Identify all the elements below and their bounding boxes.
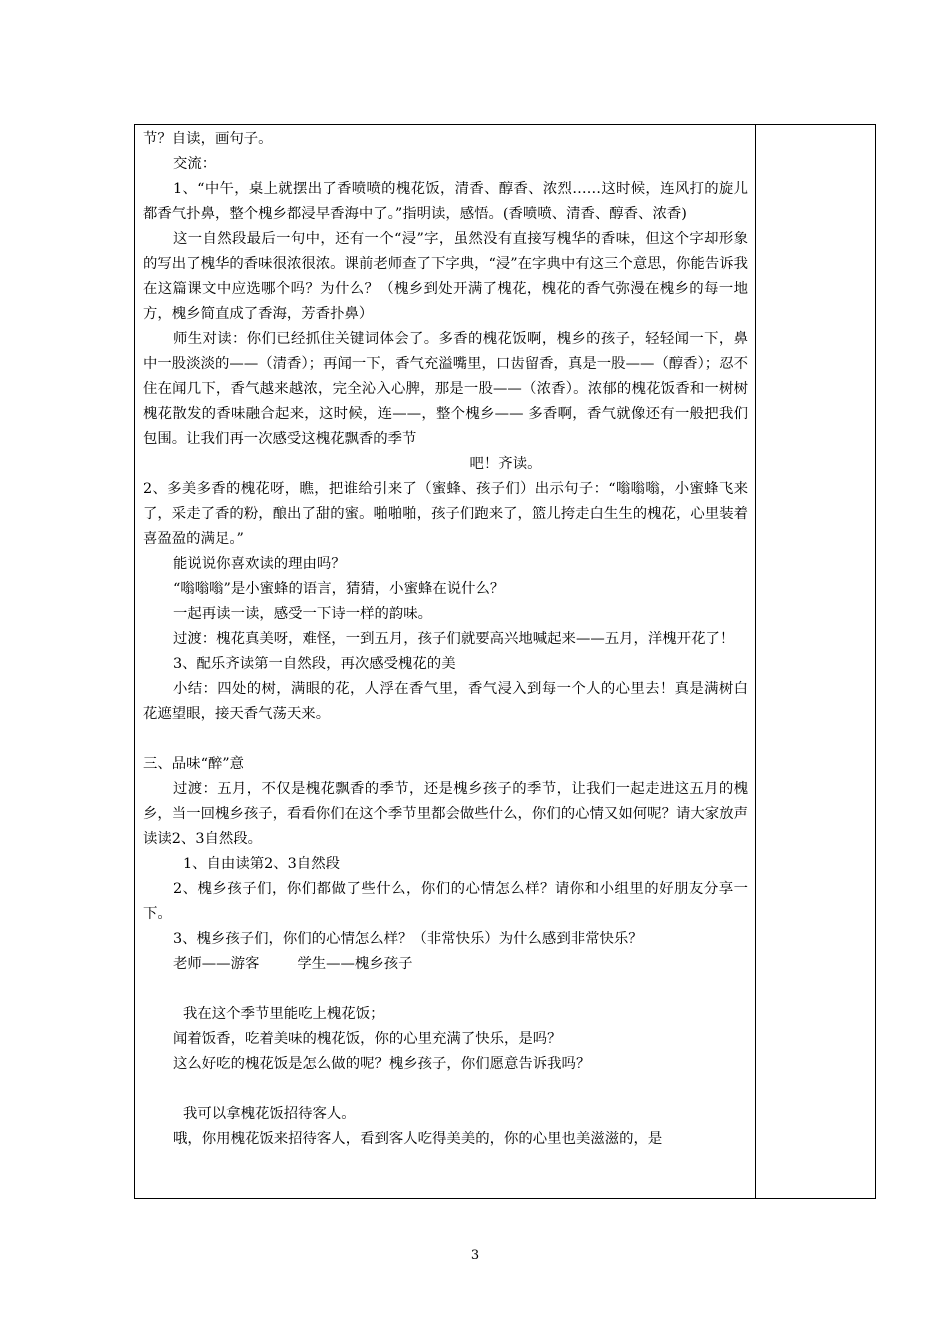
text-line: 这一自然段最后一句中，还有一个“浸”字，虽然没有直接写槐华的香味，但这个字却形象的写出了槐华的香味很浓很浓。课前老师查了下字典，“浸”在字典中有这三个意思，你能告诉我在这篇课文中应选哪个吗？为什么？（槐乡到处开满了槐花，槐花的香气弥漫在槐乡的每一地方，槐乡简直成了香海，芳香扑鼻） bbox=[143, 231, 748, 322]
text-line: 2、多美多香的槐花呀，瞧，把谁给引来了（蜜蜂、孩子们）出示句子：“嗡嗡嗡，小蜜蜂飞来了，采走了香的粉，酿出了甜的蜜。啪啪啪，孩子们跑来了，篮儿挎走白生生的槐花，心里装着喜盈盈的满足。” bbox=[143, 481, 748, 547]
text-line: 我在这个季节里能吃上槐花饭； bbox=[183, 1006, 385, 1022]
text-line: 节？自读，画句子。 bbox=[143, 131, 273, 147]
text-line: 吧！齐读。 bbox=[469, 456, 542, 472]
lesson-content bbox=[143, 127, 748, 1152]
column-divider bbox=[755, 125, 756, 1198]
text-line: 闻着饭香，吃着美味的槐花饭，你的心里充满了快乐，是吗？ bbox=[173, 1031, 562, 1047]
text-line: 交流： bbox=[173, 156, 217, 172]
role-teacher: 老师——游客 bbox=[173, 956, 260, 972]
text-line: “嗡嗡嗡”是小蜜蜂的语言，猜猜，小蜜蜂在说什么？ bbox=[173, 581, 505, 597]
text-line: 这么好吃的槐花饭是怎么做的呢？槐乡孩子，你们愿意告诉我吗？ bbox=[173, 1056, 591, 1072]
role-student: 学生——槐乡孩子 bbox=[297, 956, 413, 972]
text-line: 3、配乐齐读第一自然段，再次感受槐花的美 bbox=[173, 656, 456, 672]
text-line: 1、自由读第2、3自然段 bbox=[183, 856, 340, 872]
text-line: 哦，你用槐花饭来招待客人，看到客人吃得美美的，你的心里也美滋滋的，是 bbox=[173, 1131, 663, 1147]
text-line: 3、槐乡孩子们，你们的心情怎么样？（非常快乐）为什么感到非常快乐？ bbox=[173, 931, 643, 947]
text-line: 我可以拿槐花饭招待客人。 bbox=[183, 1106, 356, 1122]
text-line: 能说说你喜欢读的理由吗？ bbox=[173, 556, 346, 572]
text-line: 师生对读：你们已经抓住关键词体会了。多香的槐花饭啊，槐乡的孩子，轻轻闻一下，鼻中一股淡淡的——（清香）；再闻一下，香气充溢嘴里，口齿留香，真是一股——（醇香）；忍不住在闻几下，香气越来越浓，完全沁入心脾，那是一股——（浓香）。浓郁的槐花饭香和一树树槐花散发的香味融合起来，这时候，连——，整个槐乡—— 多香啊，香气就像还有一般把我们包围。让我们再一次感受这槐花飘香的季节 bbox=[143, 331, 748, 447]
text-line: 一起再读一读，感受一下诗一样的韵味。 bbox=[173, 606, 433, 622]
text-line: 1、“中午，桌上就摆出了香喷喷的槐花饭，清香、醇香、浓烈……这时候，连风打的旋儿都香气扑鼻，整个槐乡都浸早香海中了。”指明读，感悟。(香喷喷、清香、醇香、浓香) bbox=[143, 181, 748, 222]
text-line: 过渡：槐花真美呀，难怪，一到五月，孩子们就要高兴地喊起来——五月，洋槐开花了！ bbox=[173, 631, 735, 647]
text-line: 2、槐乡孩子们，你们都做了些什么，你们的心情怎么样？请你和小组里的好朋友分享一下。 bbox=[143, 881, 748, 922]
text-line bbox=[143, 952, 748, 977]
text-line: 小结：四处的树，满眼的花，人浮在香气里，香气浸入到每一个人的心里去！真是满树白花遮望眼，接天香气荡天来。 bbox=[143, 681, 748, 722]
section-heading: 三、品味“醉”意 bbox=[143, 756, 245, 772]
lesson-table bbox=[134, 124, 876, 1199]
page-number: 3 bbox=[470, 1248, 480, 1263]
text-line: 过渡：五月，不仅是槐花飘香的季节，还是槐乡孩子的季节，让我们一起走进这五月的槐乡，当一回槐乡孩子，看看你们在这个季节里都会做些什么，你们的心情又如何呢？请大家放声读读2、3自然段。 bbox=[143, 781, 748, 847]
